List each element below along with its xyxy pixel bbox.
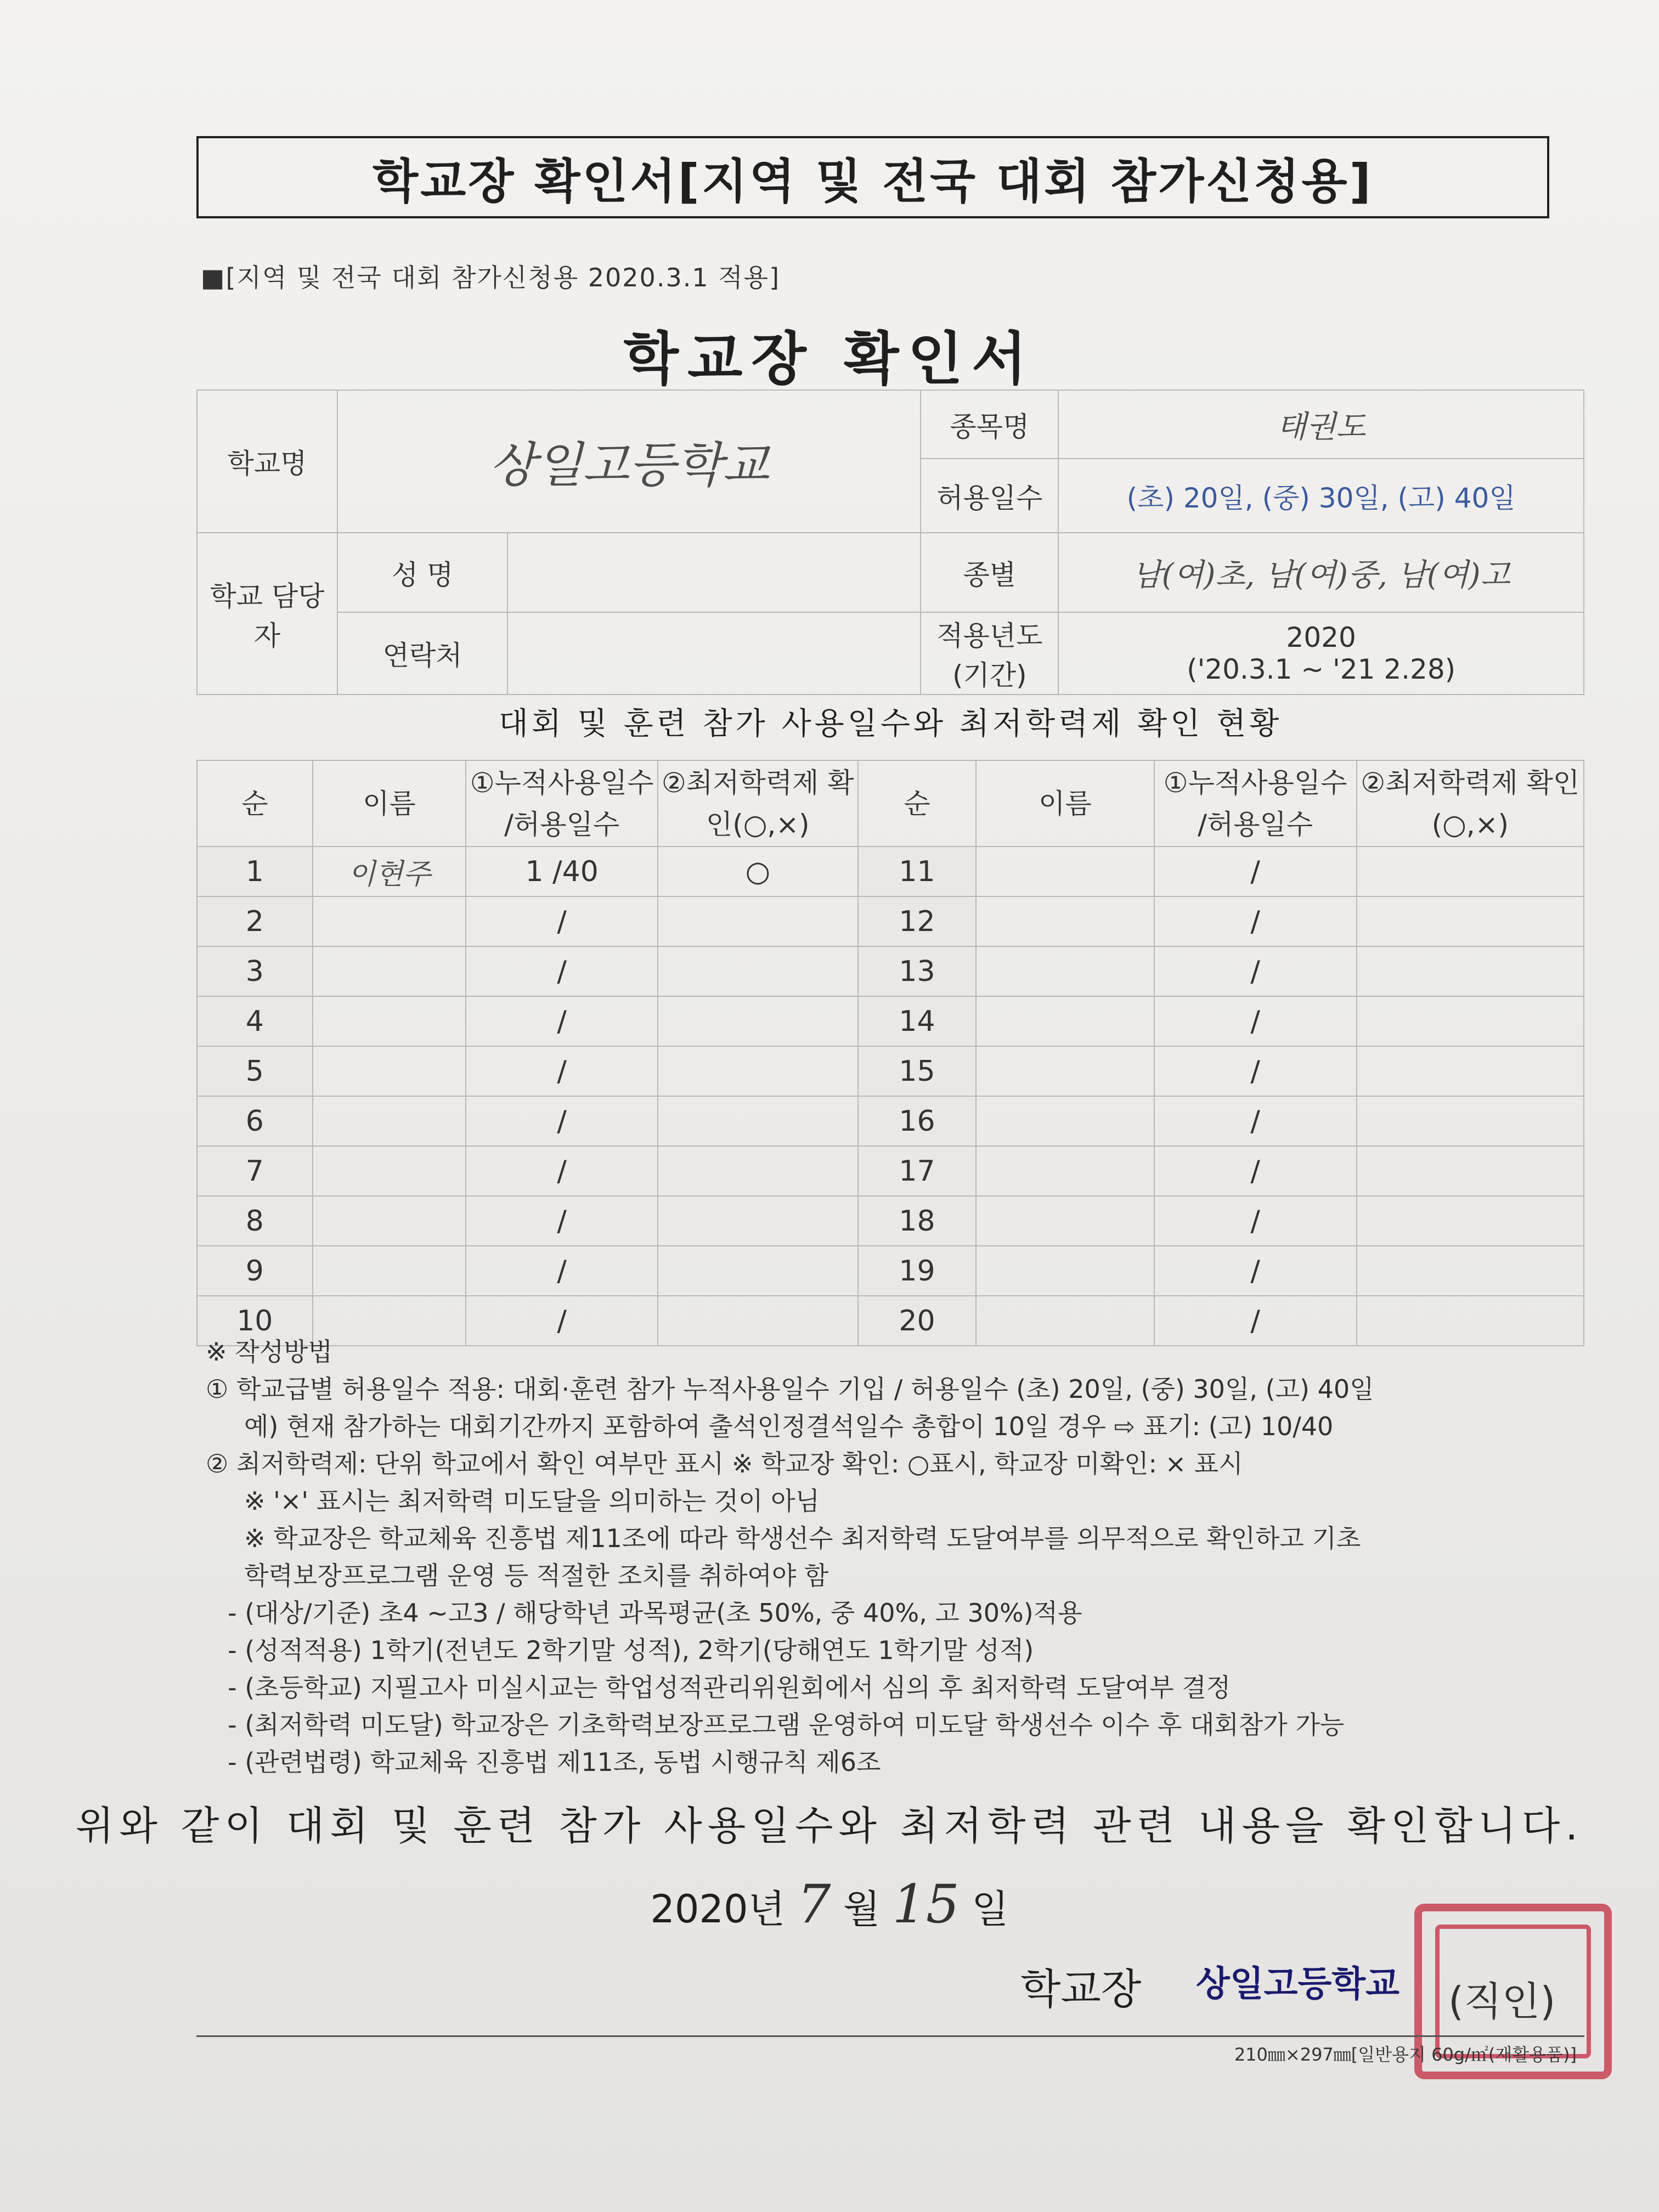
row-no2: 11 — [858, 847, 977, 896]
table-row — [197, 847, 1584, 896]
row-no: 10 — [197, 1296, 313, 1346]
year-cell — [1058, 612, 1584, 695]
event-value: 태권도 — [1058, 390, 1584, 459]
row-no2: 20 — [858, 1296, 977, 1346]
note-line: - (최저학력 미도달) 학교장은 기초학력보장프로그램 운영하여 미도달 학생선수 이수 후 대회참가 가능 — [228, 1710, 1345, 1740]
principal-label: 학교장 — [1020, 1965, 1142, 2013]
note-line: ※ 학교장은 학교체육 진흥법 제11조에 따라 학생선수 최저학력 도달여부를 의무적으로 확인하고 기초 — [244, 1523, 1361, 1553]
row-no2: 12 — [858, 896, 977, 946]
row-min — [658, 896, 858, 946]
col-days2-header: ①누적사용일수 /허용일수 — [1154, 760, 1357, 847]
row-min2 — [1357, 1096, 1584, 1146]
confirm-statement: 위와 같이 대회 및 훈련 참가 사용일수와 최저학력 관련 내용을 확인합니다. — [75, 1803, 1584, 1849]
seal-label: (직인) — [1448, 1978, 1556, 2024]
row-min — [658, 1046, 858, 1096]
note-line: ② 최저학력제: 단위 학교에서 확인 여부만 표시 ※ 학교장 확인: ○표시, 학교장 미확인: × 표시 — [206, 1449, 1243, 1479]
row-min — [658, 1096, 858, 1146]
row-no: 6 — [197, 1096, 313, 1146]
date-day-label: 일 — [972, 1887, 1009, 1932]
row-min: ○ — [658, 847, 858, 896]
row-no2: 18 — [858, 1196, 977, 1246]
row-no: 7 — [197, 1146, 313, 1196]
note-line: - (초등학교) 지필고사 미실시교는 학업성적관리위원회에서 심의 후 최저학력 도달여부 결정 — [228, 1673, 1231, 1702]
form-title-box: 학교장 확인서[지역 및 전국 대회 참가신청용] — [196, 136, 1549, 218]
row-name — [313, 946, 466, 996]
row-no: 5 — [197, 1046, 313, 1096]
date-year: 2020년 — [650, 1887, 786, 1932]
row-days: / — [466, 1146, 657, 1196]
row-days2: / — [1154, 1096, 1357, 1146]
row-days2: / — [1154, 946, 1357, 996]
row-no2: 15 — [858, 1046, 977, 1096]
category-value: 남(여)초, 남(여)중, 남(여)고 — [1058, 533, 1584, 612]
row-name — [313, 996, 466, 1046]
row-no: 4 — [197, 996, 313, 1046]
row-days2: / — [1154, 847, 1357, 896]
col-min2-header: ②최저학력제 확인(○,×) — [1357, 760, 1584, 847]
col-no-header: 순 — [197, 760, 313, 847]
row-name2 — [976, 1146, 1154, 1196]
table-row — [197, 1096, 1584, 1146]
row-no: 8 — [197, 1196, 313, 1246]
event-label: 종목명 — [921, 390, 1058, 459]
name-value — [507, 533, 921, 612]
row-no: 3 — [197, 946, 313, 996]
name-label: 성 명 — [337, 533, 508, 612]
note-line: - (관련법령) 학교체육 진흥법 제11조, 동법 시행규칙 제6조 — [228, 1747, 881, 1777]
row-days: / — [466, 1196, 657, 1246]
status-table — [196, 760, 1584, 1346]
table-row — [197, 946, 1584, 996]
row-no2: 17 — [858, 1146, 977, 1196]
table-row — [197, 996, 1584, 1046]
row-no: 9 — [197, 1246, 313, 1296]
period-value: ('20.3.1 ~ '21 2.28) — [1187, 653, 1456, 685]
row-name: 이현주 — [313, 847, 466, 896]
row-name2 — [976, 896, 1154, 946]
row-no2: 19 — [858, 1246, 977, 1296]
row-min2 — [1357, 946, 1584, 996]
school-value: 상일고등학교 — [337, 390, 921, 533]
table-row — [197, 896, 1584, 946]
row-min — [658, 1146, 858, 1196]
table-row — [197, 1246, 1584, 1296]
date-day: 15 — [892, 1874, 960, 1935]
row-name2 — [976, 1246, 1154, 1296]
row-min2 — [1357, 1146, 1584, 1196]
row-min2 — [1357, 1246, 1584, 1296]
table-row — [197, 1046, 1584, 1096]
row-days: / — [466, 996, 657, 1046]
col-no2-header: 순 — [858, 760, 977, 847]
col-name2-header: 이름 — [976, 760, 1154, 847]
row-no: 1 — [197, 847, 313, 896]
row-name2 — [976, 847, 1154, 896]
row-days2: / — [1154, 996, 1357, 1046]
info-table — [196, 390, 1584, 695]
row-name2 — [976, 1196, 1154, 1246]
date-month-label: 월 — [843, 1887, 881, 1932]
row-min — [658, 1196, 858, 1246]
row-min2 — [1357, 1196, 1584, 1246]
row-days: / — [466, 896, 657, 946]
col-name-header: 이름 — [313, 760, 466, 847]
note-line: 예) 현재 참가하는 대회기간까지 포함하여 출석인정결석일수 총합이 10일 경우 ⇨ 표기: (고) 10/40 — [244, 1412, 1334, 1441]
row-days: / — [466, 1096, 657, 1146]
row-days2: / — [1154, 1046, 1357, 1096]
row-name — [313, 1046, 466, 1096]
status-rows — [197, 847, 1584, 1346]
col-days-header: ①누적사용일수 /허용일수 — [466, 760, 657, 847]
row-name2 — [976, 1046, 1154, 1096]
row-min2 — [1357, 1046, 1584, 1096]
row-days2: / — [1154, 1246, 1357, 1296]
row-days: / — [466, 1046, 657, 1096]
year-value: 2020 — [1286, 622, 1356, 653]
row-no2: 16 — [858, 1096, 977, 1146]
confirm-date — [0, 1874, 1659, 1935]
col-min-header: ②최저학력제 확인(○,×) — [658, 760, 858, 847]
row-name2 — [976, 1096, 1154, 1146]
status-header-row — [197, 760, 1584, 847]
instructions — [206, 1333, 1588, 1781]
row-days2: / — [1154, 1296, 1357, 1346]
row-name2 — [976, 996, 1154, 1046]
allowed-label: 허용일수 — [921, 459, 1058, 533]
staff-label: 학교 담당자 — [197, 533, 337, 695]
row-name — [313, 1246, 466, 1296]
row-name — [313, 1096, 466, 1146]
row-min — [658, 946, 858, 996]
row-days2: / — [1154, 896, 1357, 946]
category-label: 종별 — [921, 533, 1058, 612]
row-days: / — [466, 946, 657, 996]
school-name-stamp: 상일고등학교 — [1196, 1964, 1400, 2005]
note-line: ※ 작성방법 — [206, 1337, 332, 1367]
school-label: 학교명 — [197, 390, 337, 533]
date-month: 7 — [797, 1874, 831, 1935]
row-days: / — [466, 1296, 657, 1346]
note-line: ※ '×' 표시는 최저학력 미도달을 의미하는 것이 아님 — [244, 1486, 820, 1516]
row-min2 — [1357, 996, 1584, 1046]
footer-divider — [196, 2035, 1584, 2037]
row-name — [313, 1196, 466, 1246]
row-min2 — [1357, 896, 1584, 946]
table-row — [197, 1196, 1584, 1246]
paper-spec: 210㎜×297㎜[일반용지 60g/㎡(재활용품)] — [1234, 2044, 1577, 2065]
note-line: - (성적적용) 1학기(전년도 2학기말 성적), 2학기(당해연도 1학기말 성적) — [228, 1635, 1034, 1665]
note-line: 학력보장프로그램 운영 등 적절한 조치를 취하여야 함 — [244, 1561, 829, 1590]
row-min — [658, 1246, 858, 1296]
table-row — [197, 1146, 1584, 1196]
row-days2: / — [1154, 1146, 1357, 1196]
row-no2: 13 — [858, 946, 977, 996]
row-days2: / — [1154, 1196, 1357, 1246]
row-min — [658, 996, 858, 1046]
allowed-value: (초) 20일, (중) 30일, (고) 40일 — [1058, 459, 1584, 533]
contact-value — [507, 612, 921, 695]
status-section-title: 대회 및 훈련 참가 사용일수와 최저학력제 확인 현황 — [498, 706, 1283, 742]
contact-label: 연락처 — [337, 612, 508, 695]
row-name — [313, 896, 466, 946]
note-line: - (대상/기준) 초4 ~고3 / 해당학년 과목평균(초 50%, 중 40%, 고 30%)적용 — [228, 1598, 1082, 1628]
form-subnote: ■[지역 및 전국 대회 참가신청용 2020.3.1 적용] — [201, 263, 781, 292]
note-line: ① 학교급별 허용일수 적용: 대회·훈련 참가 누적사용일수 기입 / 허용일수 (초) 20일, (중) 30일, (고) 40일 — [206, 1374, 1374, 1404]
row-min2 — [1357, 847, 1584, 896]
row-no2: 14 — [858, 996, 977, 1046]
row-no: 2 — [197, 896, 313, 946]
row-name2 — [976, 946, 1154, 996]
row-days: 1 /40 — [466, 847, 657, 896]
row-name — [313, 1146, 466, 1196]
row-days: / — [466, 1246, 657, 1296]
page-title: 학교장 확인서 — [623, 325, 1036, 392]
year-label: 적용년도 (기간) — [921, 612, 1058, 695]
